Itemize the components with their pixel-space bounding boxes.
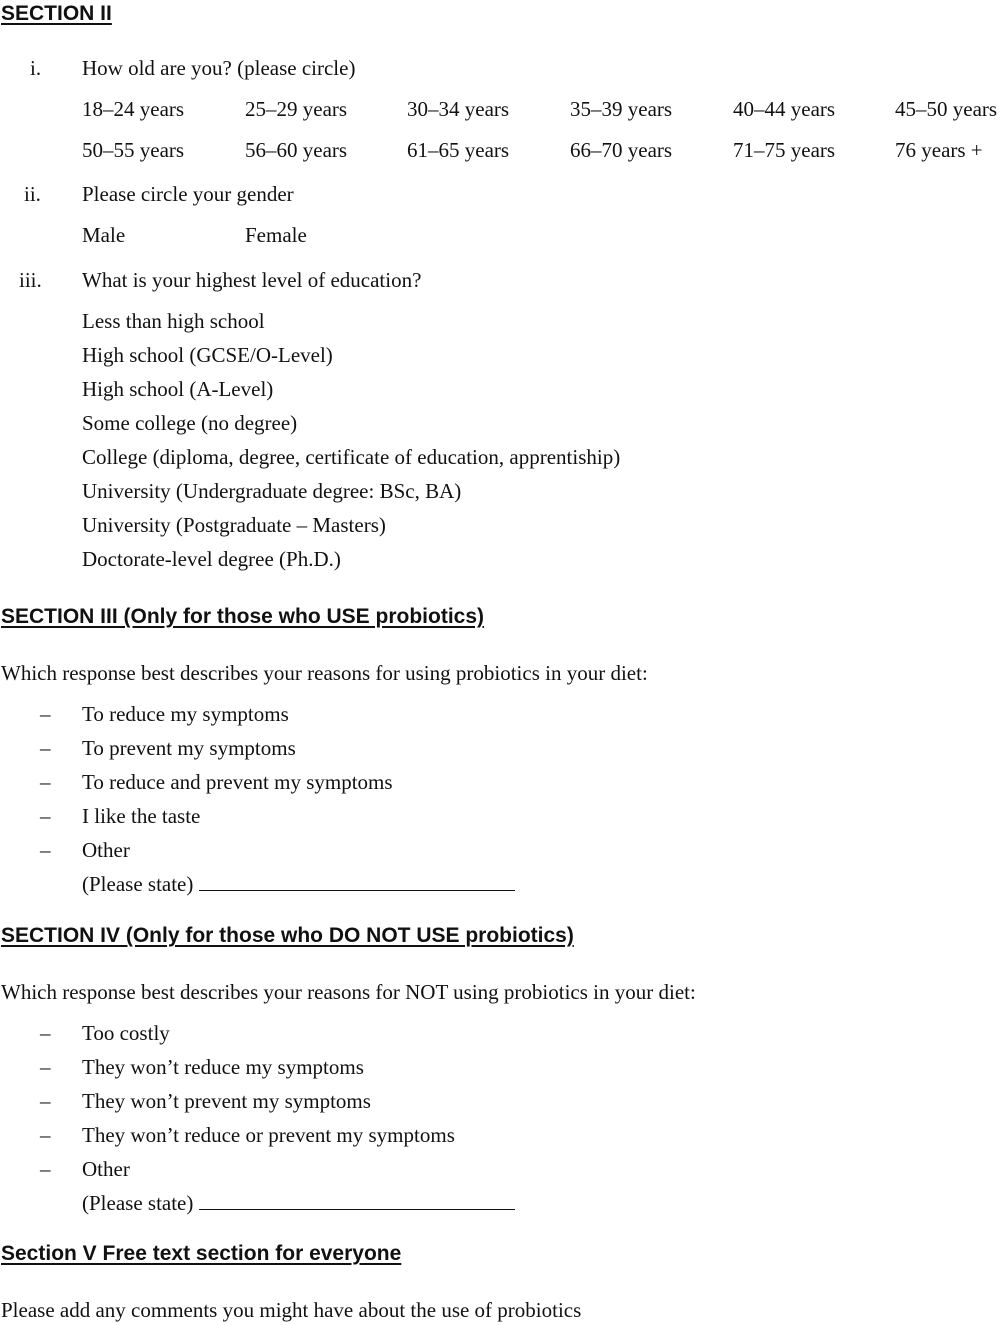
age-option[interactable]: 35–39 years (570, 97, 673, 121)
gender-option-female[interactable]: Female (245, 223, 307, 247)
education-option[interactable]: Some college (no degree) (82, 411, 298, 435)
age-option[interactable]: 25–29 years (245, 97, 348, 121)
non-use-reason-option[interactable]: They won’t reduce my symptoms (82, 1055, 364, 1079)
non-use-reason-option[interactable]: They won’t reduce or prevent my symptoms (82, 1123, 455, 1147)
section-v-heading: Section V Free text section for everyone (1, 1242, 402, 1265)
education-option[interactable]: College (diploma, degree, certificate of education, apprentiship) (82, 445, 621, 469)
please-state-blank[interactable] (199, 1193, 515, 1210)
use-reason-option[interactable]: To reduce and prevent my symptoms (82, 770, 393, 794)
education-option[interactable]: University (Postgraduate – Masters) (82, 513, 386, 537)
age-option[interactable]: 45–50 years (895, 97, 998, 121)
list-dash: – (40, 1089, 51, 1113)
please-state-blank[interactable] (199, 874, 515, 891)
list-dash: – (40, 804, 51, 828)
list-dash: – (40, 1021, 51, 1045)
please-state-line (82, 872, 515, 897)
list-dash: – (40, 838, 51, 862)
use-reason-option[interactable]: To prevent my symptoms (82, 736, 296, 760)
list-dash: – (40, 702, 51, 726)
age-option[interactable]: 50–55 years (82, 138, 185, 162)
question-ii-text: Please circle your gender (82, 182, 294, 206)
non-use-reason-option[interactable]: They won’t prevent my symptoms (82, 1089, 371, 1113)
age-option[interactable]: 18–24 years (82, 97, 185, 121)
question-iii-text: What is your highest level of education? (82, 268, 422, 292)
education-option[interactable]: High school (GCSE/O-Level) (82, 343, 333, 367)
education-option[interactable]: Less than high school (82, 309, 265, 333)
section-ii-heading: SECTION II (1, 2, 112, 25)
section-iv-prompt: Which response best describes your reasons for NOT using probiotics in your diet: (1, 980, 696, 1004)
list-dash: – (40, 1055, 51, 1079)
education-option[interactable]: University (Undergraduate degree: BSc, BA) (82, 479, 462, 503)
list-dash: – (40, 770, 51, 794)
age-option[interactable]: 71–75 years (733, 138, 836, 162)
age-option[interactable]: 30–34 years (407, 97, 510, 121)
age-option[interactable]: 76 years + (895, 138, 983, 162)
non-use-reason-option-other[interactable]: Other (82, 1157, 130, 1181)
education-option[interactable]: High school (A-Level) (82, 377, 274, 401)
use-reason-option[interactable]: I like the taste (82, 804, 201, 828)
age-option[interactable]: 40–44 years (733, 97, 836, 121)
please-state-label: (Please state) (82, 872, 194, 896)
age-option[interactable]: 61–65 years (407, 138, 510, 162)
non-use-reason-option[interactable]: Too costly (82, 1021, 170, 1045)
please-state-line (82, 1191, 515, 1216)
section-v-prompt: Please add any comments you might have about the use of probiotics (1, 1298, 582, 1322)
question-iii-number: iii. (19, 268, 42, 292)
use-reason-option-other[interactable]: Other (82, 838, 130, 862)
education-option[interactable]: Doctorate-level degree (Ph.D.) (82, 547, 341, 571)
age-option[interactable]: 66–70 years (570, 138, 673, 162)
section-iii-prompt: Which response best describes your reasons for using probiotics in your diet: (1, 661, 648, 685)
list-dash: – (40, 736, 51, 760)
question-i-text: How old are you? (please circle) (82, 56, 356, 80)
question-i-number: i. (30, 56, 42, 80)
use-reason-option[interactable]: To reduce my symptoms (82, 702, 289, 726)
section-iii-heading: SECTION III (Only for those who USE probiotics) (1, 605, 485, 628)
list-dash: – (40, 1123, 51, 1147)
gender-option-male[interactable]: Male (82, 223, 126, 247)
question-ii-number: ii. (24, 182, 41, 206)
section-iv-heading: SECTION IV (Only for those who DO NOT USE probiotics) (1, 924, 574, 947)
list-dash: – (40, 1157, 51, 1181)
age-option[interactable]: 56–60 years (245, 138, 348, 162)
please-state-label: (Please state) (82, 1191, 194, 1215)
